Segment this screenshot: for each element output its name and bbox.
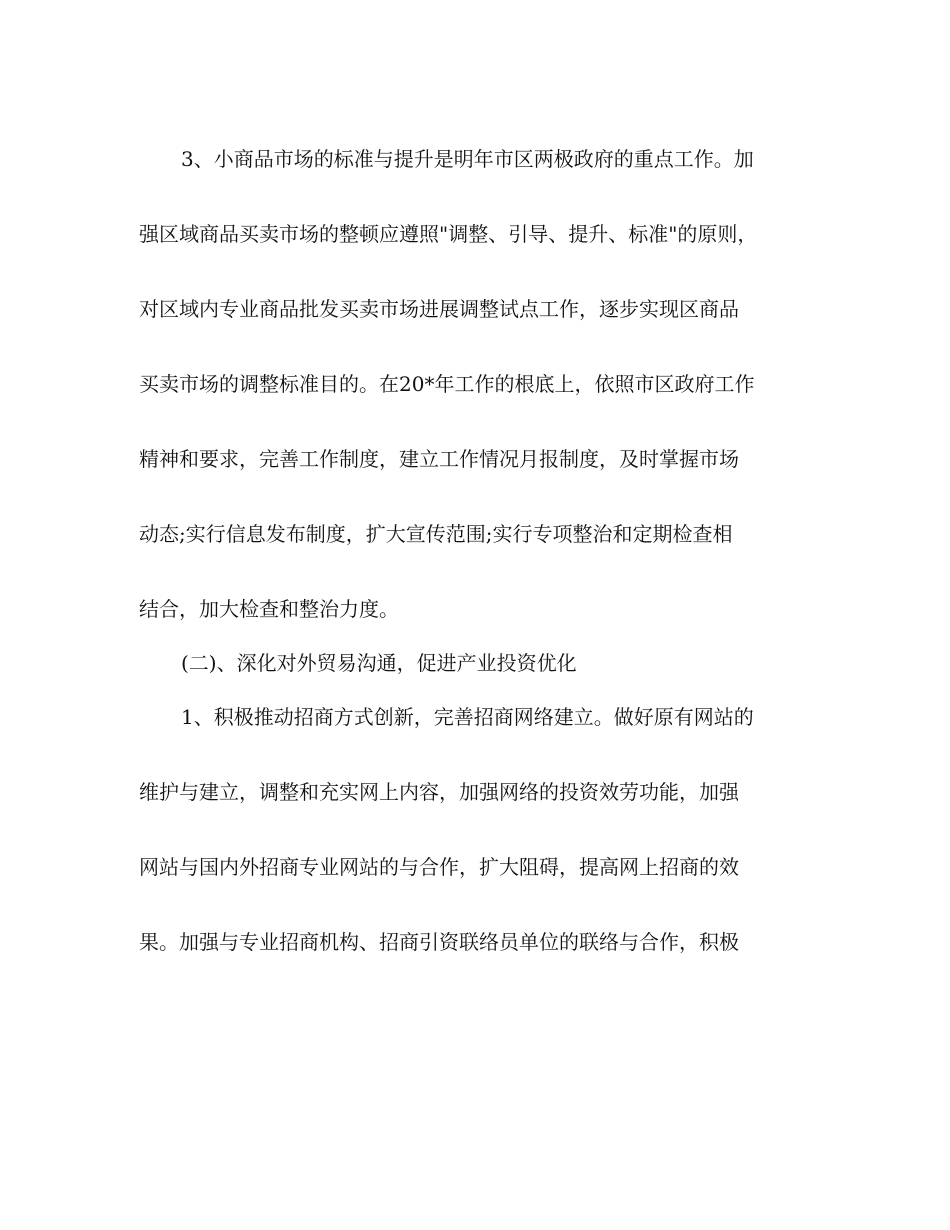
paragraph-line: 网站与国内外招商专业网站的与合作，扩大阻碍，提高网上招商的效 — [139, 855, 739, 879]
paragraph-line: 对区域内专业商品批发买卖市场进展调整试点工作，逐步实现区商品 — [139, 297, 739, 321]
paragraph-line: 精神和要求，完善工作制度，建立工作情况月报制度，及时掌握市场 — [139, 447, 739, 471]
paragraph-line: 强区域商品买卖市场的整顿应遵照"调整、引导、提升、标准"的原则， — [139, 222, 758, 246]
paragraph-line: 果。加强与专业招商机构、招商引资联络员单位的联络与合作，积极 — [139, 930, 739, 954]
paragraph-line: 买卖市场的调整标准目的。在20*年工作的根底上，依照市区政府工作 — [139, 372, 755, 396]
document-body — [139, 140, 839, 998]
paragraph-line: 3、小商品市场的标准与提升是明年市区两极政府的重点工作。加 — [181, 147, 754, 171]
paragraph-line: 1、积极推动招商方式创新，完善招商网络建立。做好原有网站的 — [181, 705, 754, 729]
paragraph-line: 结合，加大检查和整治力度。 — [139, 597, 399, 621]
section-heading: (二)、深化对外贸易沟通，促进产业投资优化 — [181, 651, 577, 675]
paragraph-line: 维护与建立，调整和充实网上内容，加强网络的投资效劳功能，加强 — [139, 780, 739, 804]
paragraph-line: 动态;实行信息发布制度，扩大宣传范围;实行专项整治和定期检查相 — [139, 522, 733, 546]
